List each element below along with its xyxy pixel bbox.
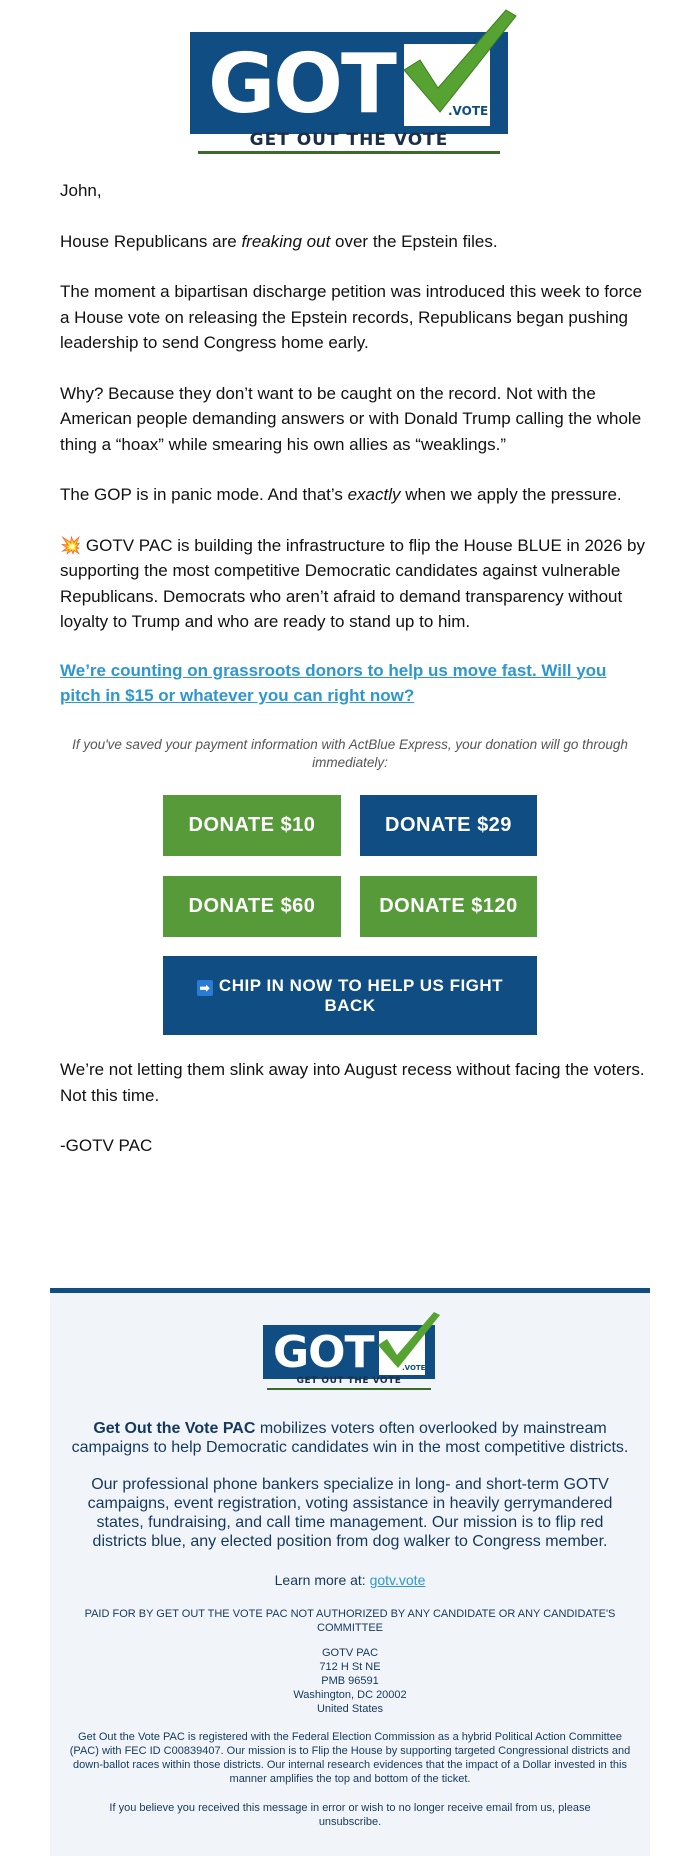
- closing-paragraph: We’re not letting them slink away into August recess without facing the voters. Not this time.: [60, 1060, 645, 1105]
- logo-word: GOT: [208, 37, 395, 132]
- gotv-vote-link[interactable]: gotv.vote: [369, 1572, 426, 1588]
- p5-text: GOTV PAC is building the infrastructure to flip the House BLUE in 2026 by supporting the most competitive Democratic candidates against vulnerable Republicans. Democrats who aren’t afraid to demand transparency without loyalty to Trump and who are ready to stand up to him.: [60, 535, 645, 631]
- p4-emphasis: exactly: [347, 485, 401, 504]
- address-line: 712 H St NE: [319, 1661, 381, 1673]
- footer-about: [62, 1419, 638, 1457]
- email-footer: [50, 1288, 650, 1856]
- donate-120-button[interactable]: DONATE $120: [360, 876, 537, 937]
- email-body: [60, 178, 650, 734]
- footer-about-org: Get Out the Vote PAC: [93, 1420, 256, 1437]
- footer-logo-word: GOT: [273, 1327, 374, 1378]
- paid-for-disclaimer: PAID FOR BY GET OUT THE VOTE PAC NOT AUTHORIZED BY ANY CANDIDATE OR ANY CANDIDATE'S COMMITTEE: [84, 1608, 616, 1634]
- paragraph-1: [60, 229, 650, 255]
- footer-logo-domain: .VOTE: [402, 1364, 426, 1372]
- paragraph-3: Why? Because they don’t want to be caught on the record. Not with the American people demanding answers or with Donald Trump calling the whole thing a “hoax” while smearing his own allies as “weaklings.”: [60, 383, 642, 454]
- paragraph-5: [60, 533, 650, 635]
- donate-60-button[interactable]: DONATE $60: [163, 876, 341, 937]
- footer-checkmark-icon: [375, 1311, 441, 1371]
- gotv-logo[interactable]: [190, 8, 520, 158]
- p1-emphasis: freaking out: [241, 231, 331, 251]
- logo-underline: [198, 151, 500, 154]
- signoff: -GOTV PAC: [60, 1136, 153, 1155]
- arrow-right-icon: ➡: [197, 980, 213, 996]
- unsubscribe-notice[interactable]: If you believe you received this message in error or wish to no longer receive email from us, please unsubscribe.: [109, 1802, 591, 1828]
- p1-text: House Republicans are: [60, 231, 242, 251]
- p4-text-end: when we apply the pressure.: [400, 485, 622, 504]
- footer-logo-underline: [267, 1388, 431, 1390]
- address-line: United States: [316, 1703, 384, 1715]
- donate-cta-link[interactable]: We’re counting on grassroots donors to help us move fast. Will you pitch in $15 or whatever you can right now?: [60, 660, 607, 705]
- chip-in-button[interactable]: [163, 956, 537, 1035]
- donate-29-button[interactable]: DONATE $29: [360, 795, 537, 856]
- paragraph-2: The moment a bipartisan discharge petition was introduced this week to force a House vote on releasing the Epstein records, Republicans began pushing leadership to send Congress home early.: [60, 282, 643, 352]
- cta-paragraph: [60, 658, 650, 709]
- address-line: GOTV PAC: [321, 1647, 379, 1659]
- fec-disclosure: Get Out the Vote PAC is registered with the Federal Election Commission as a hybrid Political Action Committee (PAC) with FEC ID C00839407. Our mission is to Flip the House by supporting targeted Congressional districts and down-ballot races within those districts. Our internal research evidences that the impact of a Dollar invested in this manner amplifies the top and bottom of the ticket.: [69, 1731, 631, 1785]
- footer-about-text: mobilizes voters often overlooked by mainstream campaigns to help Democratic candidates win in the most competitive districts.: [71, 1420, 629, 1456]
- footer-address: [62, 1646, 638, 1716]
- paragraph-4: [60, 482, 650, 508]
- address-line: PMB 96591: [321, 1675, 379, 1687]
- donate-10-button[interactable]: DONATE $10: [163, 795, 341, 856]
- footer-logo[interactable]: [263, 1311, 443, 1391]
- p1-text-end: over the Epstein files.: [330, 231, 498, 251]
- collision-icon: 💥: [60, 535, 82, 555]
- footer-mission: Our professional phone bankers specialize in long- and short-term GOTV campaigns, event registration, voting assistance in heavily gerrymandered states, fundraising, and call time management. Our mission is to flip red districts blue, any elected position from dog walker to Congress member.: [87, 1476, 613, 1550]
- logo-domain: .VOTE: [448, 104, 489, 118]
- greeting: John,: [60, 181, 102, 200]
- email-closing: [60, 1057, 650, 1184]
- chip-in-label: CHIP IN NOW TO HELP US FIGHT BACK: [218, 976, 504, 1015]
- learn-more-label: Learn more at:: [274, 1572, 370, 1588]
- footer-logo-tagline: GET OUT THE VOTE: [296, 1376, 402, 1386]
- logo-tagline: GET OUT THE VOTE: [249, 130, 449, 150]
- p4-text: The GOP is in panic mode. And that’s: [60, 485, 348, 504]
- actblue-note: If you've saved your payment information with ActBlue Express, your donation will go through immediately:: [72, 737, 628, 770]
- address-line: Washington, DC 20002: [293, 1689, 407, 1701]
- footer-learn-more: [62, 1572, 638, 1588]
- checkmark-icon: [398, 8, 518, 118]
